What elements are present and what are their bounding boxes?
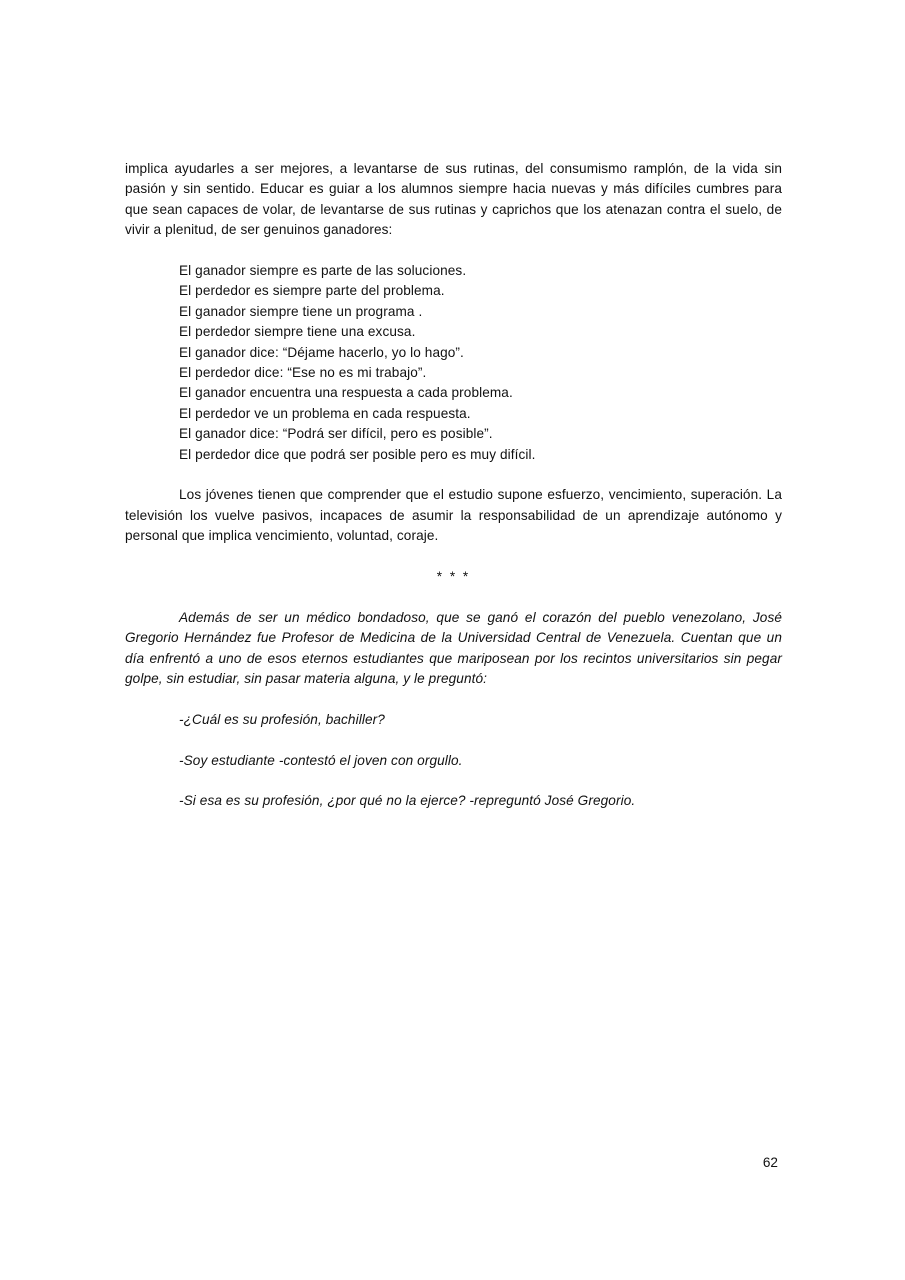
dialogue-line: -Si esa es su profesión, ¿por qué no la ejerce? -repreguntó José Gregorio. — [179, 793, 636, 809]
list-item: El ganador dice: “Podrá ser difícil, pero es posible”. — [179, 426, 493, 442]
paragraph-jose-gregorio: Además de ser un médico bondadoso, que se ganó el corazón del pueblo venezolano, José Gregorio Hernández fue Profesor de Medicina de la Universidad Central de Venezuela. Cuentan que un día enfrentó a uno de esos eternos estudiantes que mariposean por los recintos universitarios sin pegar golpe, sin estudiar, sin pasar materia alguna, y le preguntó: — [125, 609, 782, 687]
paragraph-jovenes: Los jóvenes tienen que comprender que el estudio supone esfuerzo, vencimiento, superación. La televisión los vuelve pasivos, incapaces de asumir la responsabilidad de un aprendizaje autónomo y personal que implica vencimiento, voluntad, coraje. — [125, 487, 782, 544]
dialogue-line: -¿Cuál es su profesión, bachiller? — [179, 711, 385, 727]
dialogue-line: -Soy estudiante -contestó el joven con orgullo. — [179, 752, 463, 768]
page-number: 62 — [762, 1155, 778, 1170]
list-item: El ganador siempre es parte de las soluciones. — [179, 263, 467, 279]
list-item: El perdedor dice: “Ese no es mi trabajo”. — [179, 365, 427, 381]
list-item: El ganador encuentra una respuesta a cada problema. — [179, 385, 513, 401]
list-item: El ganador siempre tiene un programa . — [179, 303, 423, 319]
list-item: El perdedor ve un problema en cada respuesta. — [179, 405, 471, 421]
list-item: El perdedor siempre tiene una excusa. — [179, 324, 416, 340]
list-item: El perdedor es siempre parte del problema. — [179, 283, 445, 299]
page-content — [125, 159, 782, 812]
paragraph-educar: implica ayudarles a ser mejores, a levantarse de sus rutinas, del consumismo ramplón, de la vida sin pasión y sin sentido. Educar es guiar a los alumnos siempre hacia nuevas y más difíciles cumbres para que sean capaces de volar, de levantarse de sus rutinas y caprichos que los atenazan contra el suelo, de vivir a plenitud, de ser genuinos ganadores: — [125, 161, 782, 238]
winner-loser-list — [179, 261, 782, 465]
list-item: El perdedor dice que podrá ser posible pero es muy difícil. — [179, 446, 536, 462]
section-separator: * * * — [436, 569, 471, 585]
list-item: El ganador dice: “Déjame hacerlo, yo lo hago”. — [179, 344, 464, 360]
